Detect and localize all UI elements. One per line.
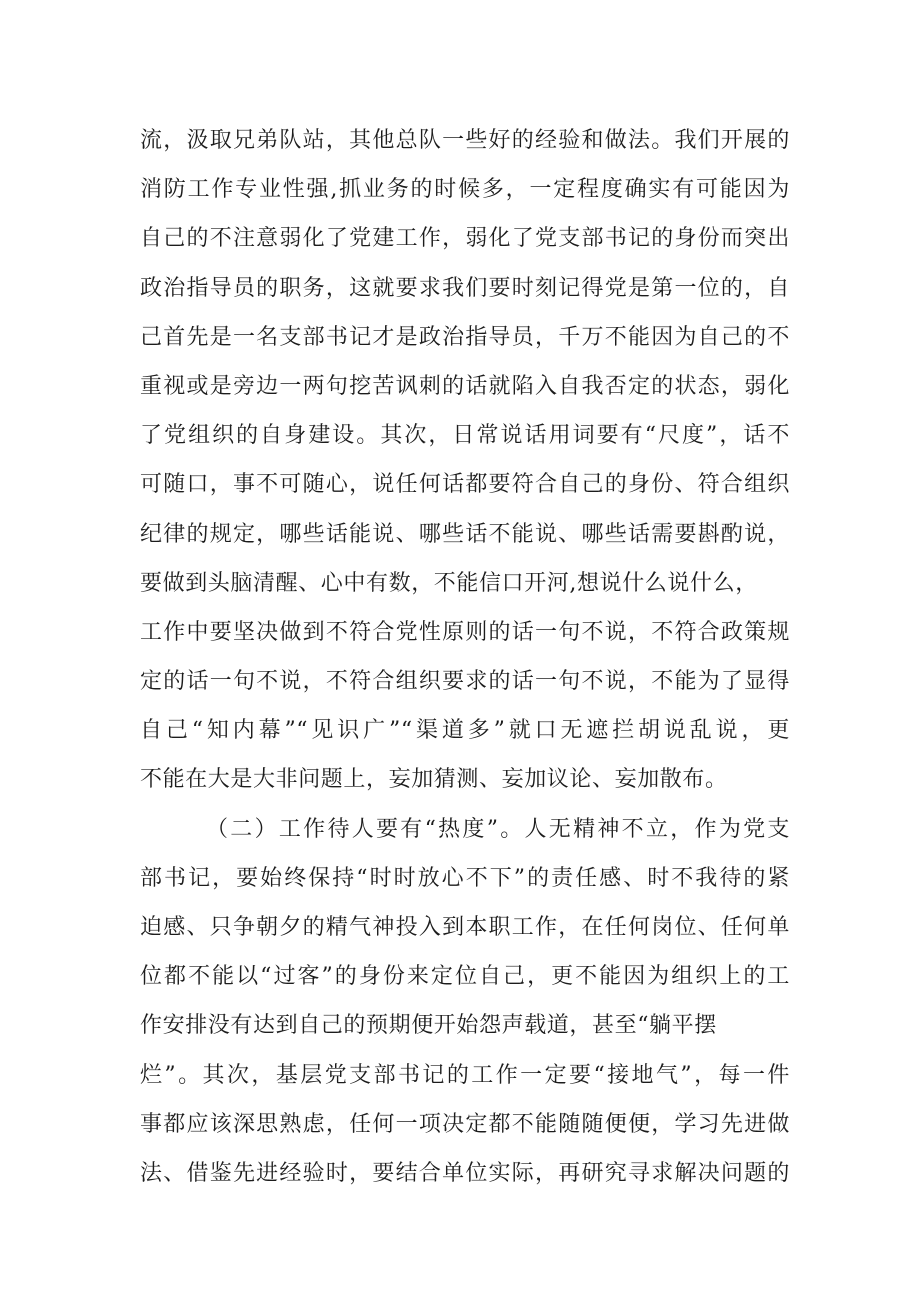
text-line: 位都不能以“过客”的身份来定位自己，更不能因为组织上的工 bbox=[140, 964, 790, 990]
text-line: 自己的不注意弱化了党建工作，弱化了党支部书记的身份而突出 bbox=[140, 226, 790, 252]
text-line: 纪律的规定，哪些话能说、哪些话不能说、哪些话需要斟酌说， bbox=[140, 521, 790, 547]
section-heading-line: （二）工作待人要有“热度”。人无精神不立，作为党支 bbox=[206, 816, 790, 842]
text-line: 作安排没有达到自己的预期便开始怨声载道，甚至“躺平摆 bbox=[140, 1013, 717, 1039]
text-line: 流，汲取兄弟队站，其他总队一些好的经验和做法。我们开展的 bbox=[140, 128, 790, 153]
paragraph-last-line: 不能在大是大非问题上，妄加猜测、妄加议论、妄加散布。 bbox=[140, 767, 728, 793]
text-line: 定的话一句不说，不符合组织要求的话一句不说，不能为了显得 bbox=[140, 669, 790, 695]
text-line: 政治指导员的职务，这就要求我们要时刻记得党是第一位的，自 bbox=[140, 275, 790, 301]
body-text bbox=[140, 116, 790, 1198]
text-line: 消防工作专业性强,抓业务的时候多，一定程度确实有可能因为 bbox=[140, 177, 790, 203]
text-line: 法、借鉴先进经验时，要结合单位实际，再研究寻求解决问题的 bbox=[140, 1160, 790, 1186]
text-line: 迫感、只争朝夕的精气神投入到本职工作，在任何岗位、任何单 bbox=[140, 915, 790, 940]
text-line: 可随口，事不可随心，说任何话都要符合自己的身份、符合组织 bbox=[140, 472, 790, 498]
text-line: 要做到头脑清醒、心中有数，不能信口开河,想说什么说什么， bbox=[140, 570, 758, 596]
text-line: 自己“知内幕”“见识广”“渠道多”就口无遮拦胡说乱说，更 bbox=[140, 718, 790, 744]
text-line: 事都应该深思熟虑，任何一项决定都不能随随便便，学习先进做 bbox=[140, 1111, 790, 1137]
text-line: 了党组织的自身建设。其次，日常说话用词要有“尺度”，话不 bbox=[140, 423, 790, 449]
text-line: 重视或是旁边一两句挖苦讽刺的话就陷入自我否定的状态，弱化 bbox=[140, 373, 790, 399]
text-line: 己首先是一名支部书记才是政治指导员，千万不能因为自己的不 bbox=[140, 324, 790, 350]
text-line: 工作中要坚决做到不符合党性原则的话一句不说，不符合政策规 bbox=[140, 619, 790, 645]
text-line: 烂”。其次，基层党支部书记的工作一定要“接地气”，每一件 bbox=[140, 1062, 790, 1088]
text-line: 部书记，要始终保持“时时放心不下”的责任感、时不我待的紧 bbox=[140, 865, 790, 891]
